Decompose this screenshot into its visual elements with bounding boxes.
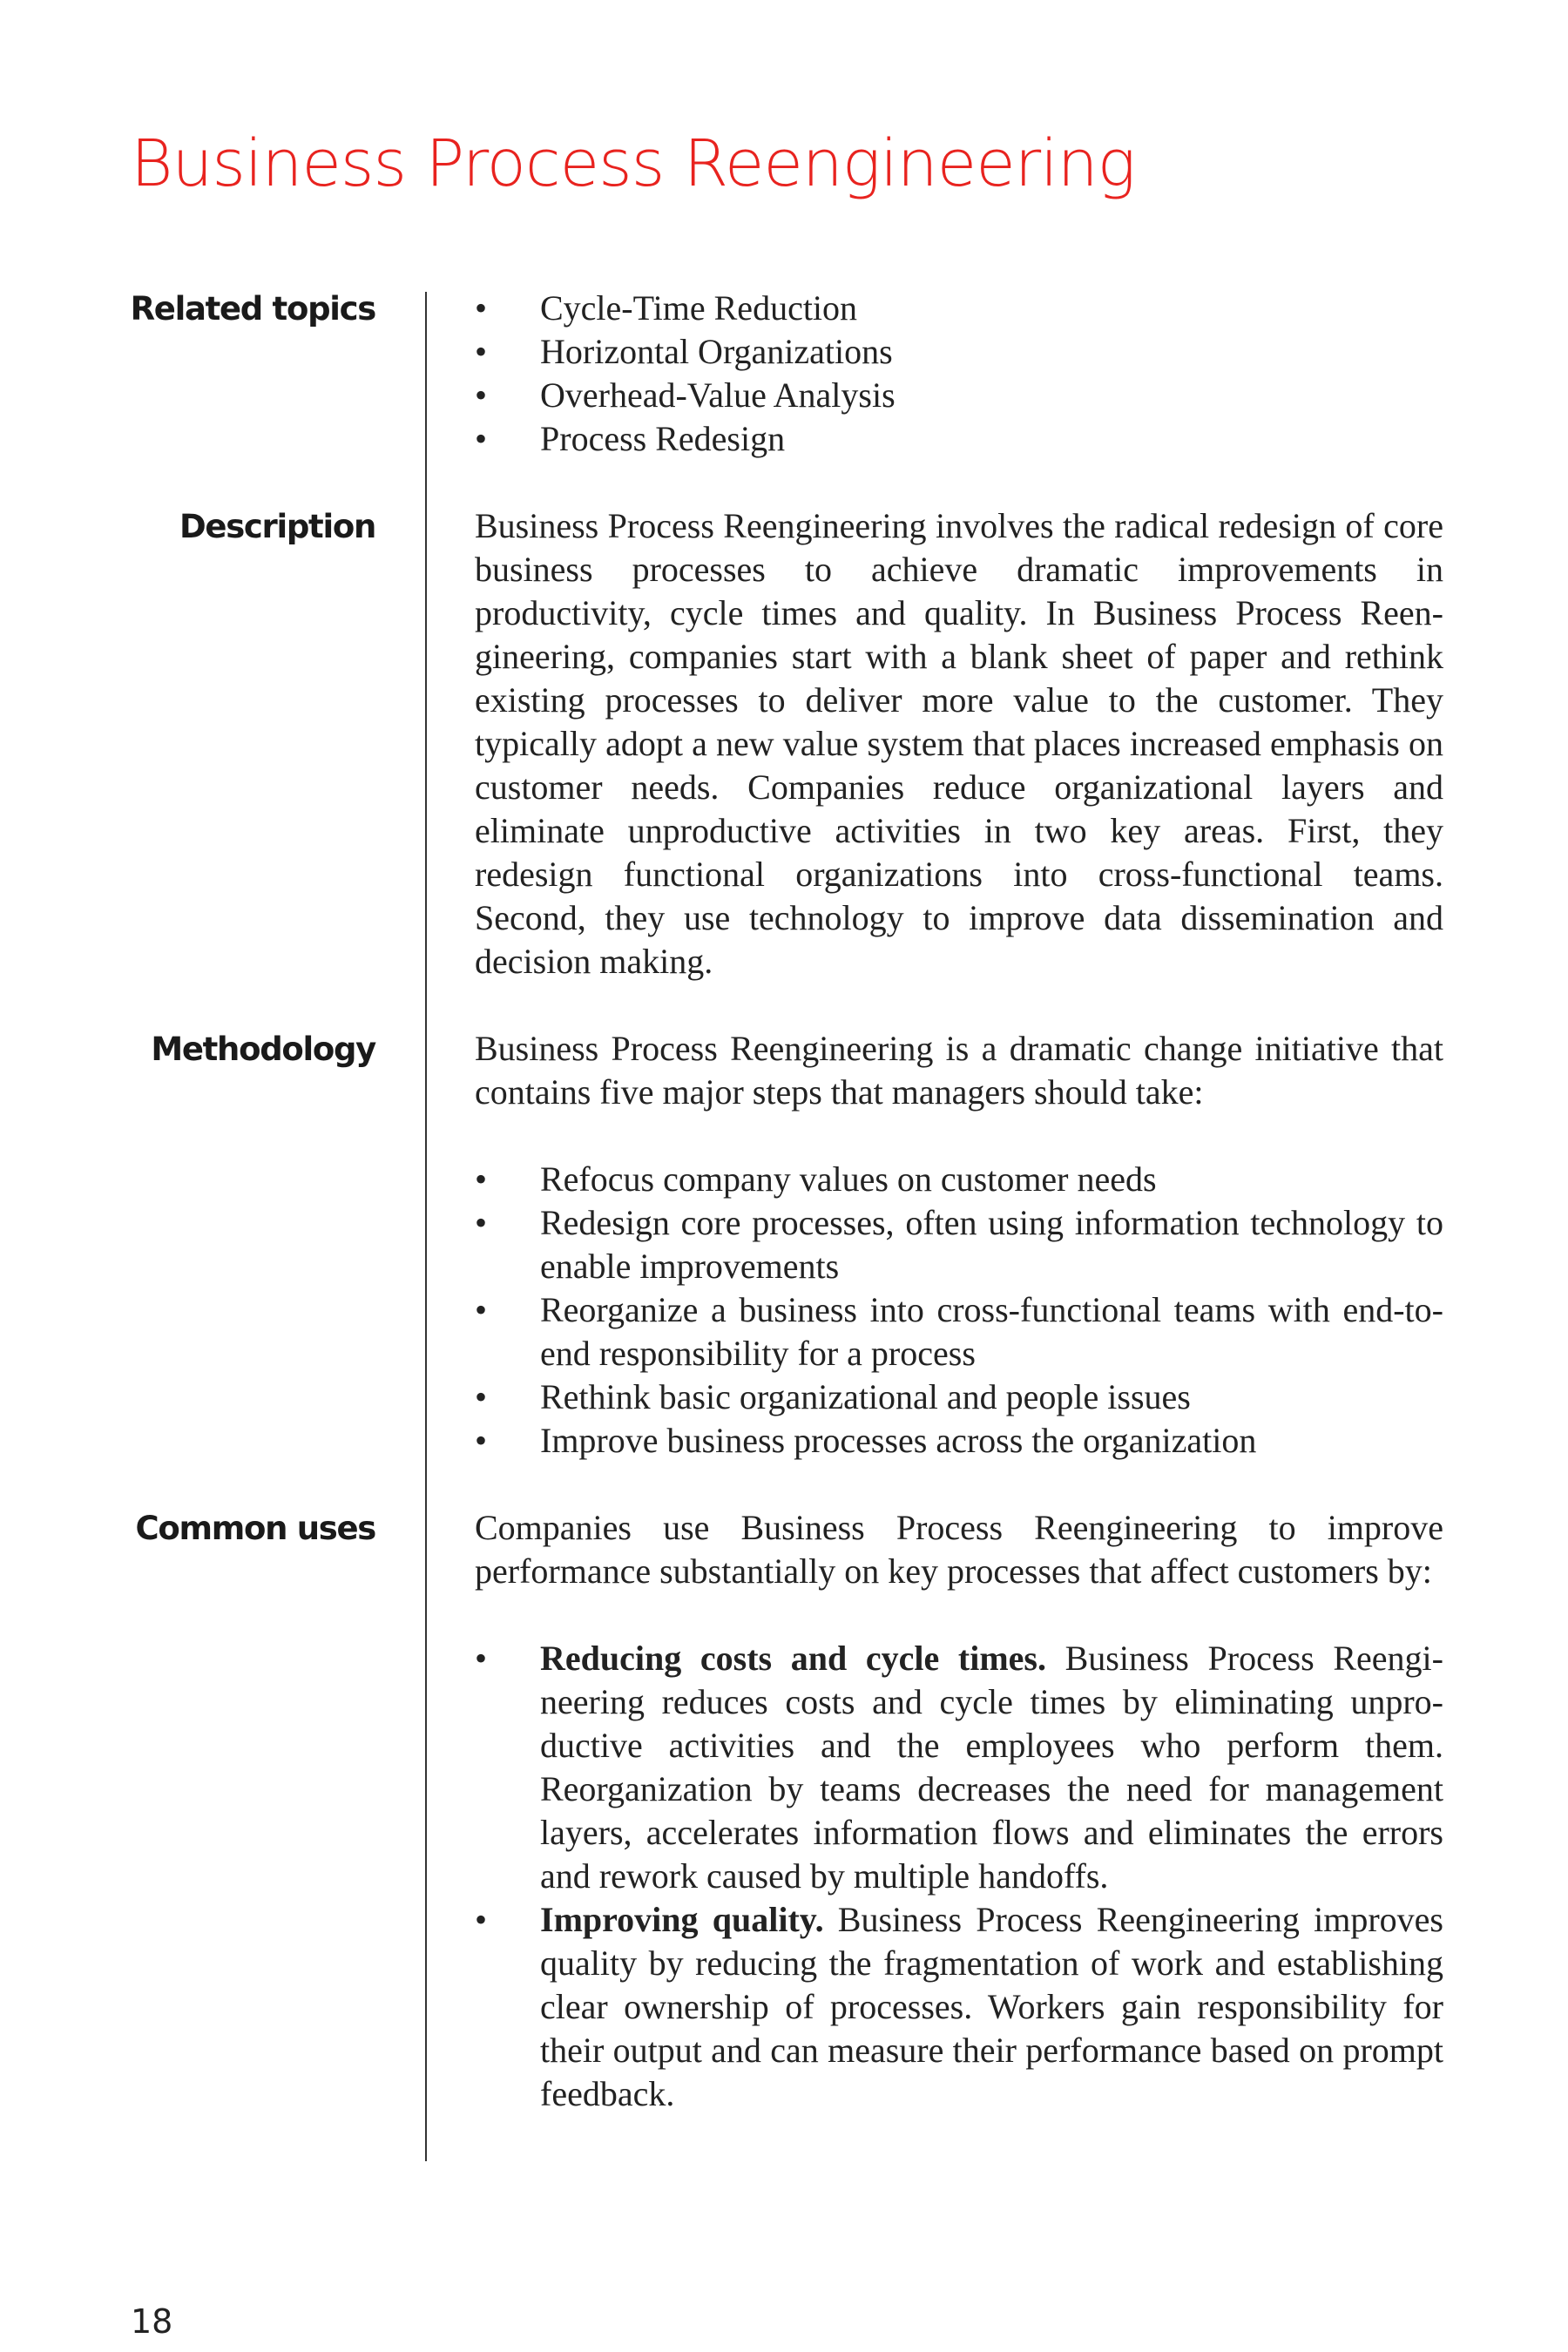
- methodology-label: Methodology: [151, 1031, 375, 1068]
- methodology-step: [475, 1375, 1443, 1419]
- bullet-icon: •: [475, 1159, 488, 1199]
- common-uses-intro: Companies use Business Process Reengineering to improve performance substantially on key processes that affect customers by:: [475, 1508, 1443, 1591]
- methodology-intro: Business Process Reengineering is a dramatic change initiative that contains five major steps that managers should take:: [475, 1029, 1443, 1112]
- methodology-step: [475, 1419, 1443, 1463]
- related-topic-item: [475, 287, 1443, 330]
- methodology-step-text: Improve business processes across the organization: [540, 1421, 1257, 1460]
- bullet-icon: •: [475, 1203, 488, 1242]
- bullet-icon: •: [475, 1900, 488, 1939]
- common-uses-label: Common uses: [135, 1510, 375, 1547]
- related-topics-list-block: [475, 287, 1443, 461]
- page-number: 18: [131, 2302, 173, 2341]
- methodology-step: [475, 1288, 1443, 1375]
- related-topic-text: Cycle-Time Reduction: [540, 288, 858, 328]
- common-uses-list: [475, 1637, 1443, 2116]
- methodology-step-text: Rethink basic organizational and people issues: [540, 1377, 1191, 1416]
- related-topic-item: [475, 374, 1443, 417]
- related-topic-item: [475, 330, 1443, 374]
- methodology-step-text: Redesign core processes, often using information technology to enable improvements: [540, 1203, 1443, 1286]
- related-topic-item: [475, 417, 1443, 461]
- bullet-icon: •: [475, 1639, 488, 1678]
- related-topics-list: [475, 287, 1443, 461]
- common-uses-block: [475, 1506, 1443, 2116]
- bullet-icon: •: [475, 375, 488, 415]
- common-use-text: Business Process Reengineering reduces costs and cycle times by eliminating unproductive activities and the employees who perform them. Reorganization by teams decreases the need for management layers, accelerates information flows and eliminates the errors and rework caused by multiple handoffs.: [540, 1639, 1443, 1896]
- description-paragraph: Business Process Reengineering involves the radical redesign of core business processes to achieve dramatic improvements in productivity, cycle times and quality. In Business Process Reengineering, companies start with a blank sheet of paper and rethink existing processes to deliver more value to the customer. They typically adopt a new value system that places increased emphasis on customer needs. Companies reduce organizational layers and eliminate unproductive activities in two key areas. First, they redesign functional organizations into cross-functional teams. Second, they use technology to improve data dissemination and decision making.: [475, 506, 1443, 981]
- bullet-icon: •: [475, 288, 488, 328]
- methodology-steps-list: [475, 1158, 1443, 1463]
- methodology-step: [475, 1201, 1443, 1288]
- description-label: Description: [179, 508, 375, 545]
- common-use-item: [475, 1898, 1443, 2116]
- bullet-icon: •: [475, 1421, 488, 1460]
- related-topic-text: Overhead-Value Analysis: [540, 375, 896, 415]
- common-use-lead: Improving quality.: [540, 1900, 824, 1939]
- page-title: Business Process Reengineering: [131, 126, 1136, 201]
- methodology-step-text: Reorganize a business into cross-functional teams with end-to-end responsibility for a process: [540, 1290, 1443, 1373]
- methodology-block: [475, 1027, 1443, 1463]
- description-block: [475, 504, 1443, 983]
- methodology-step-text: Refocus company values on customer needs: [540, 1159, 1157, 1199]
- bullet-icon: •: [475, 1377, 488, 1416]
- vertical-divider: [425, 292, 427, 2161]
- common-use-lead: Reducing costs and cycle times.: [540, 1639, 1046, 1678]
- related-topic-text: Horizontal Organizations: [540, 332, 893, 371]
- bullet-icon: •: [475, 332, 488, 371]
- common-use-item: [475, 1637, 1443, 1898]
- bullet-icon: •: [475, 1290, 488, 1329]
- common-use-text: Business Process Reengineering improves quality by reducing the fragmentation of work and establishing clear ownership of processes. Workers gain responsibility for their output and can measure their performance based on prompt feedback.: [540, 1900, 1444, 2113]
- related-topics-label: Related topics: [130, 290, 375, 328]
- methodology-step: [475, 1158, 1443, 1201]
- related-topic-text: Process Redesign: [540, 419, 786, 458]
- bullet-icon: •: [475, 419, 488, 458]
